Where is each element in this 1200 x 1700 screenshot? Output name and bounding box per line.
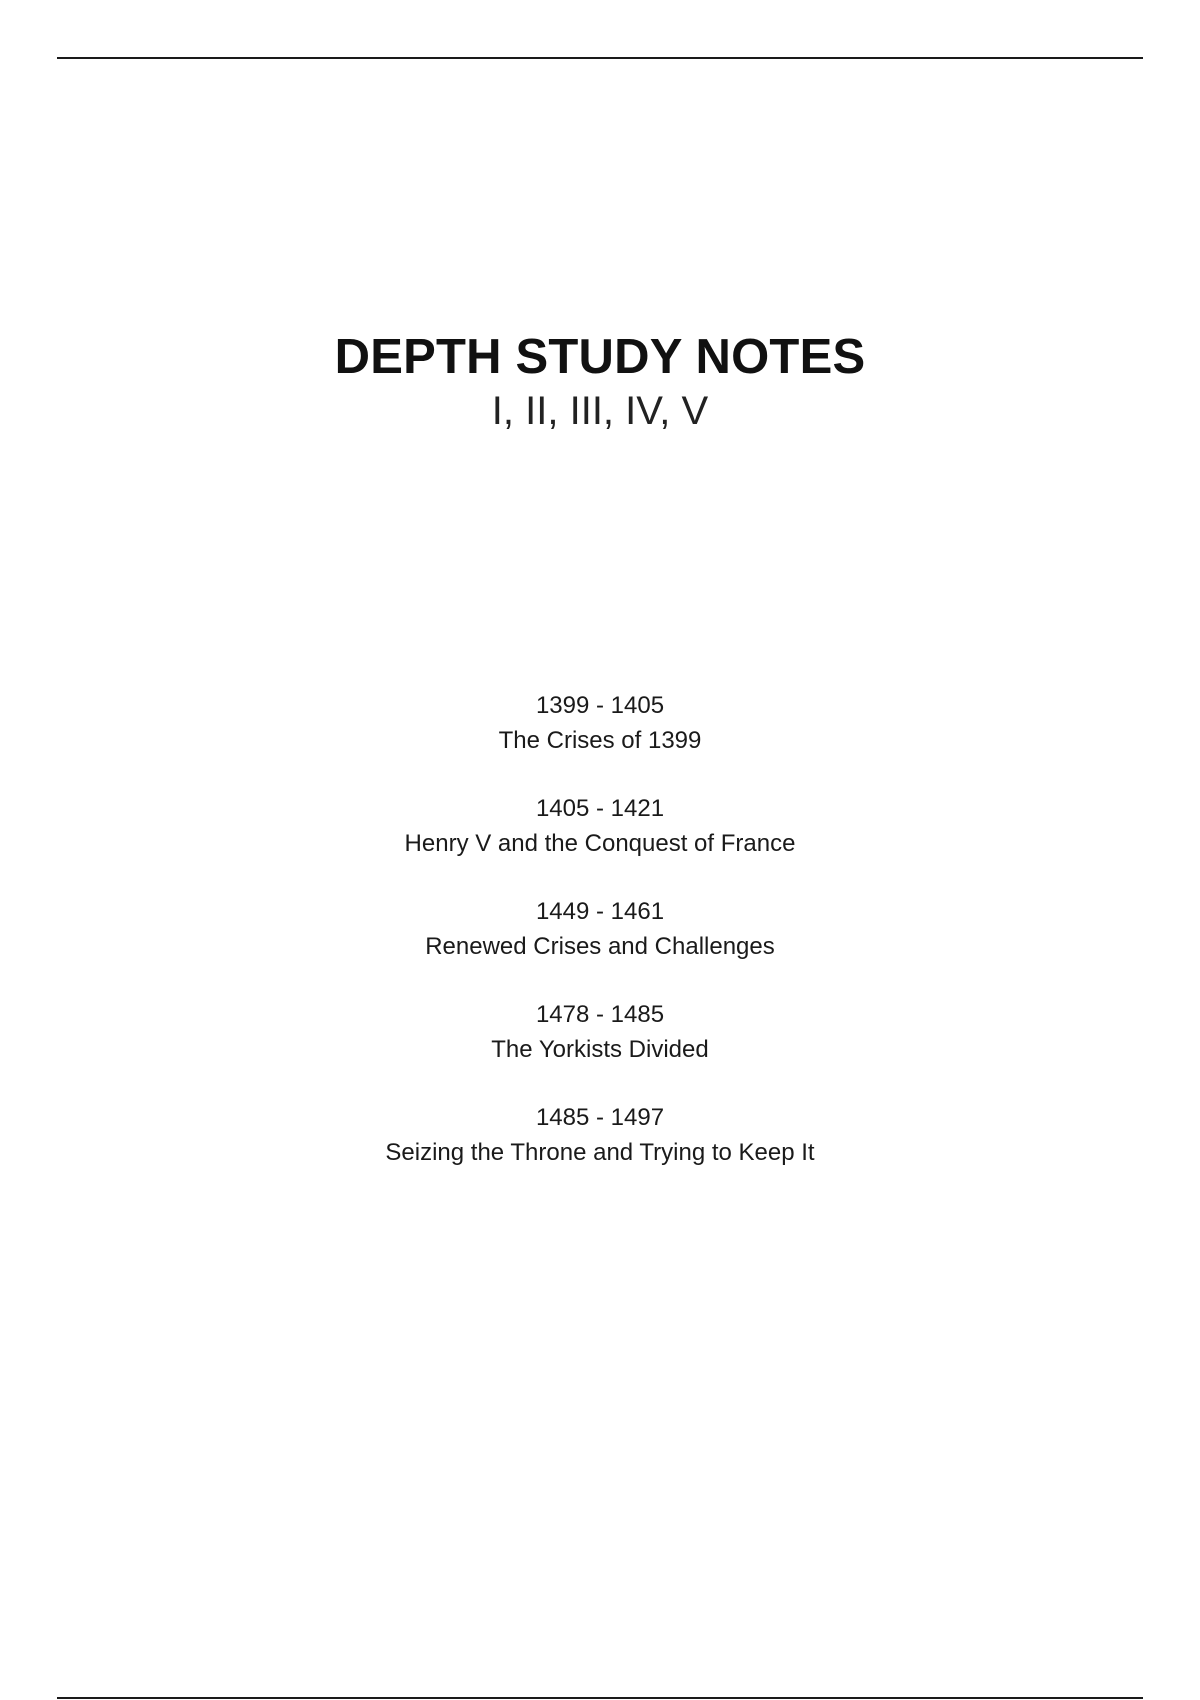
entry-dates: 1405 - 1421	[535, 795, 665, 822]
contents-entry	[0, 997, 1200, 1067]
contents-entry	[0, 688, 1200, 758]
entry-dates: 1449 - 1461	[535, 898, 665, 925]
entry-dates: 1399 - 1405	[535, 692, 665, 719]
entry-title: The Crises of 1399	[498, 727, 702, 754]
entry-title: Henry V and the Conquest of France	[404, 830, 796, 857]
contents-entry	[0, 1100, 1200, 1170]
entry-title: The Yorkists Divided	[491, 1036, 709, 1063]
entry-dates: 1485 - 1497	[535, 1104, 665, 1131]
bottom-rule	[57, 1697, 1143, 1699]
entry-title: Seizing the Throne and Trying to Keep It	[385, 1139, 815, 1166]
entry-dates: 1478 - 1485	[535, 1001, 665, 1028]
document-subtitle: I, II, III, IV, V	[491, 388, 709, 433]
top-rule	[57, 57, 1143, 59]
contents-entry	[0, 894, 1200, 964]
contents-list	[0, 688, 1200, 1203]
contents-entry	[0, 791, 1200, 861]
title-block	[0, 328, 1200, 435]
document-title: DEPTH STUDY NOTES	[334, 330, 866, 384]
entry-title: Renewed Crises and Challenges	[425, 933, 775, 960]
